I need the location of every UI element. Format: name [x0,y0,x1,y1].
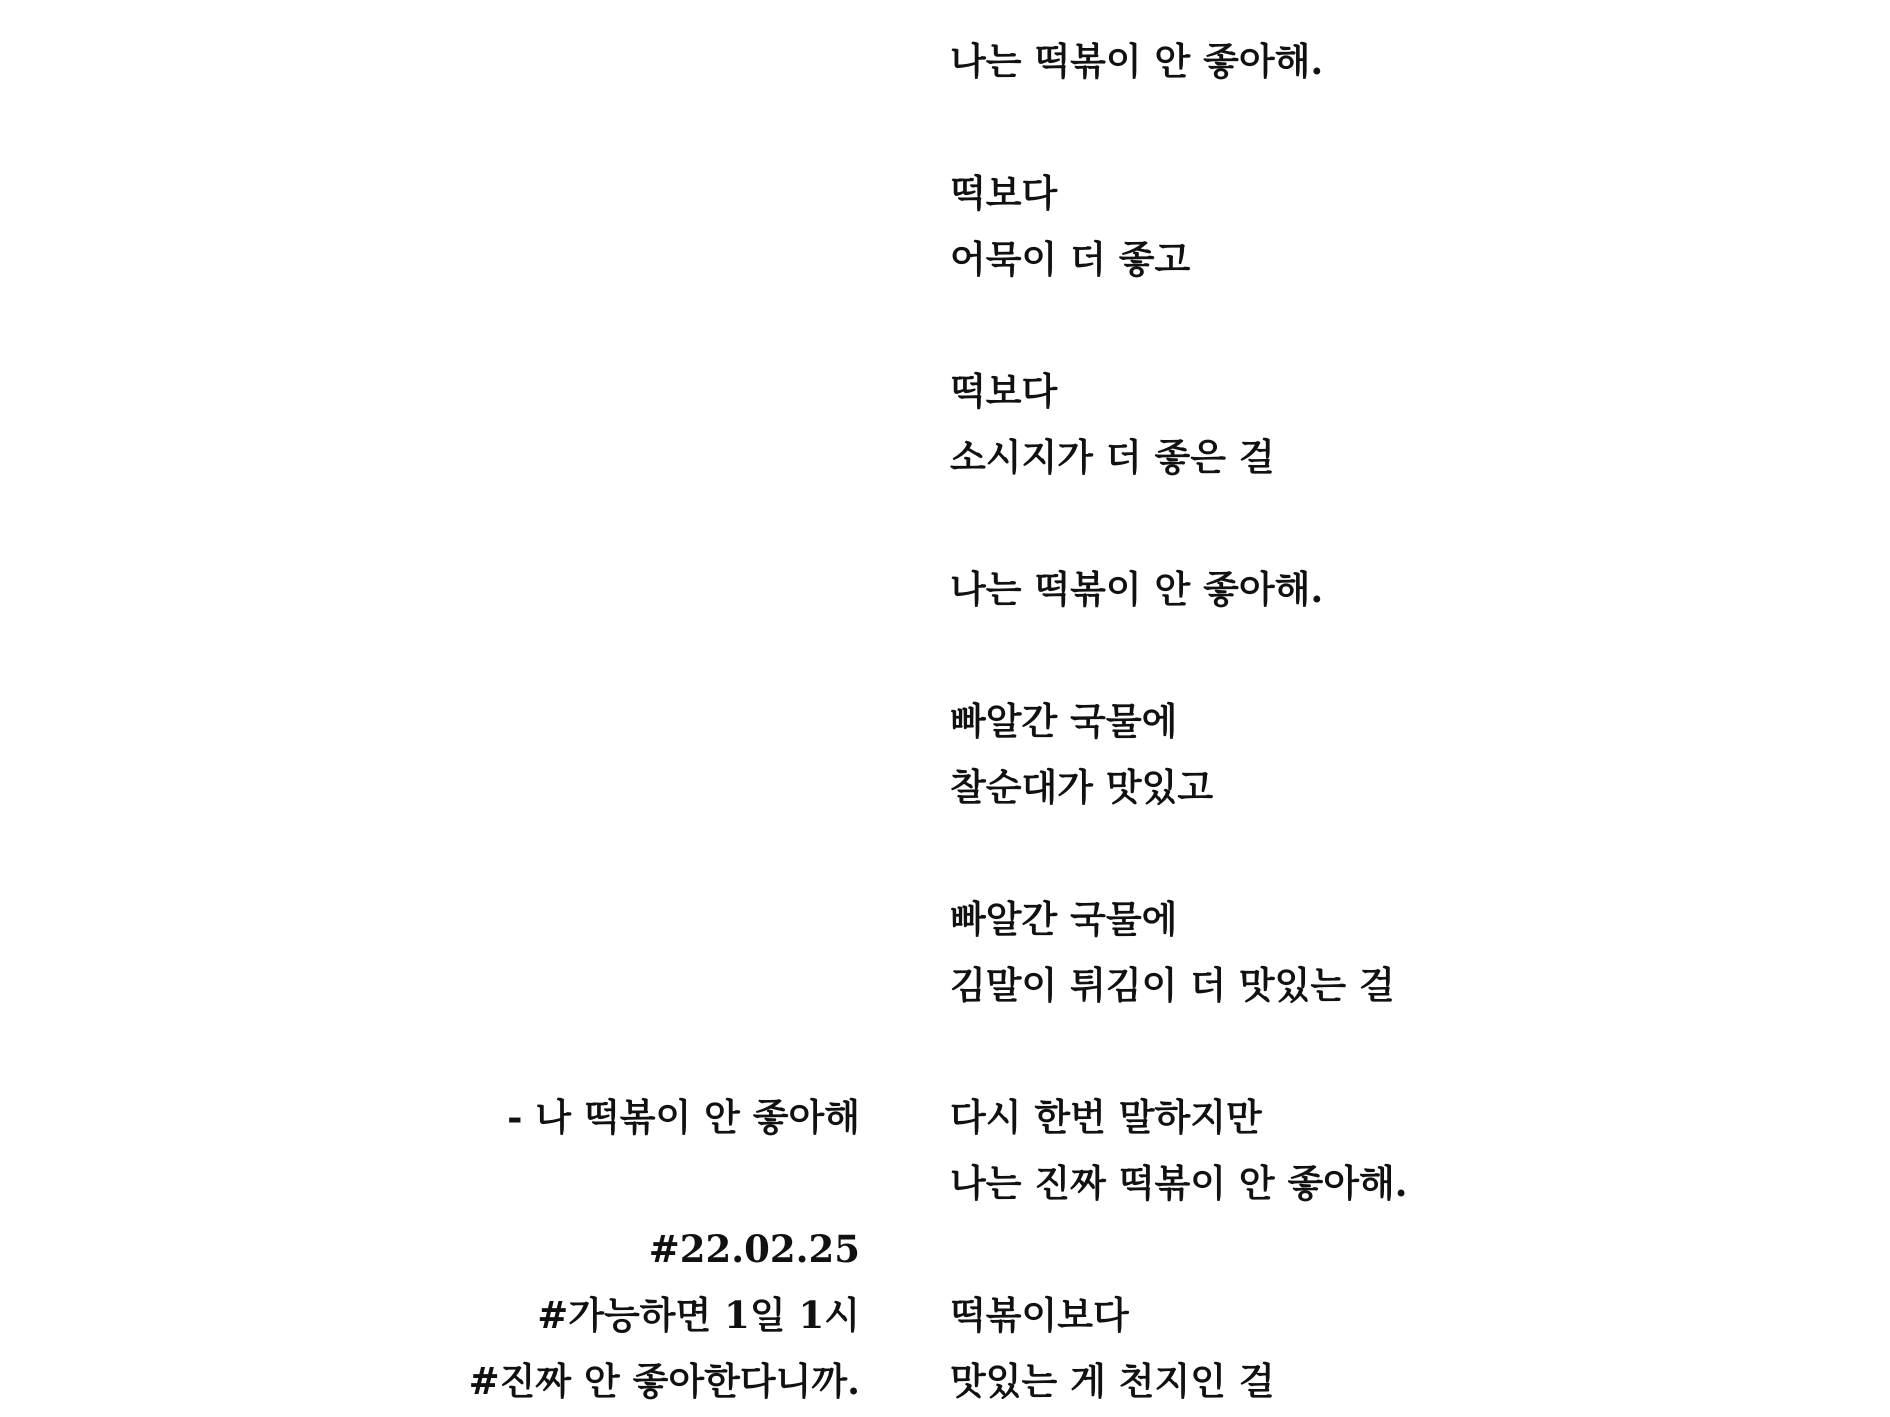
poem-line: 나는 떡볶이 안 좋아해. [950,567,1324,611]
poem-line: 나는 진짜 떡볶이 안 좋아해. [950,1161,1408,1205]
poem-line: 찰순대가 맛있고 [950,765,1214,809]
poem-stanza [950,160,1850,292]
poem-stanza [950,358,1850,490]
hashtag: #진짜 안 좋아한다니까. [468,1359,860,1403]
poem-stanza [950,688,1850,820]
poem-meta [469,1084,860,1414]
hashtag: #22.02.25 [648,1227,860,1271]
poem-line: 어묵이 더 좋고 [950,237,1191,281]
poem-line: 빠알간 국물에 [950,897,1178,941]
poem-title: - 나 떡볶이 안 좋아해 [507,1095,860,1139]
poem-line: 떡볶이보다 [950,1293,1129,1337]
poem-line: 다시 한번 말하지만 [950,1095,1262,1139]
poem-stanza [950,1084,1850,1216]
poem-stanza [950,1282,1850,1414]
poem-body [950,28,1850,1414]
poem-line: 나는 떡볶이 안 좋아해. [950,39,1324,83]
poem-line: 빠알간 국물에 [950,699,1178,743]
poem-stanza [950,28,1850,94]
hashtag: #가능하면 1일 1시 [537,1293,860,1337]
poem-stanza [950,556,1850,622]
poem-line: 소시지가 더 좋은 걸 [950,435,1275,479]
poem-line: 떡보다 [950,369,1058,413]
poem-line: 김말이 튀김이 더 맛있는 걸 [950,963,1395,1007]
poem-line: 맛있는 게 천지인 걸 [950,1359,1275,1403]
poem-stanza [950,886,1850,1018]
poem-line: 떡보다 [950,171,1058,215]
